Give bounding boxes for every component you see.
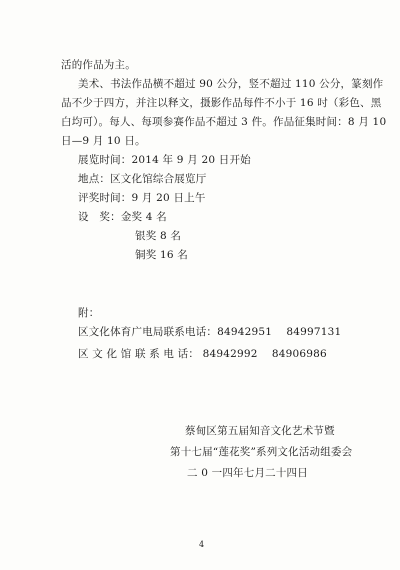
exhibition-time: 展览时间：2014 年 9 月 20 日开始	[78, 154, 251, 166]
award-gold: 金奖 4 名	[120, 211, 167, 223]
paragraph-line-3: 品不少于四方，并注以释文，摄影作品每件不小于 16 吋（彩色、黑	[61, 97, 382, 109]
exhibition-location: 地点：区文化馆综合展览厅	[78, 173, 207, 185]
signature-date: 二 0 一四年七月二十四日	[187, 467, 308, 479]
contact-line-1: 区文化体育广电局联系电话：84942951 84997131	[78, 326, 342, 338]
contact-line-2: 区 文 化 馆 联 系 电 话： 84942992 84906986	[78, 348, 327, 360]
paragraph-line-1: 活的作品为主。	[61, 59, 136, 71]
award-bronze: 铜奖 16 名	[135, 249, 188, 261]
award-silver: 银奖 8 名	[135, 230, 182, 242]
paragraph-line-4: 白均可）。每人、每项参赛作品不超过 3 件。作品征集时间：8 月 10	[61, 116, 387, 128]
awards-label: 设 奖：	[78, 211, 121, 223]
appendix-label: 附：	[78, 307, 100, 319]
awards-section	[78, 210, 167, 224]
paragraph-line-2: 美术、书法作品横不超过 90 公分，竖不超过 110 公分，篆刻作	[78, 78, 384, 90]
paragraph-line-5: 日—9 月 10 日。	[61, 135, 146, 147]
signature-line-1: 蔡甸区第五届知音文化艺术节暨	[185, 425, 335, 437]
page-number: 4	[199, 540, 205, 549]
signature-line-2: 第十七届“莲花奖”系列文化活动组委会	[170, 446, 353, 458]
judging-time: 评奖时间：9 月 20 日上午	[78, 192, 206, 204]
